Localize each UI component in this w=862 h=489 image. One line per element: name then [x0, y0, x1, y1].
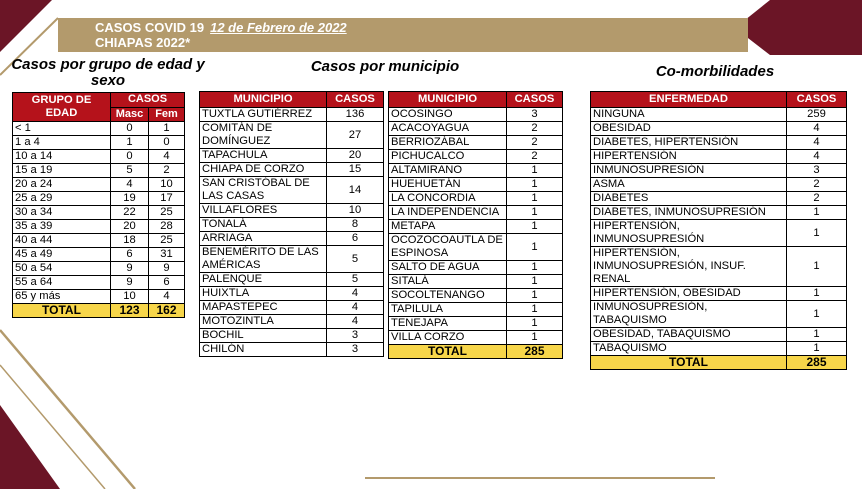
comorb-total-label: TOTAL — [591, 356, 787, 370]
muni2-total-row — [389, 345, 563, 359]
muni1-name-cell: SAN CRISTÓBAL DE LAS CASAS — [200, 177, 327, 204]
header-date: 12 de Febrero de 2022 — [210, 20, 347, 35]
table-row — [200, 163, 384, 177]
age-masc-cell: 18 — [111, 234, 149, 248]
age-cases-header: CASOS — [111, 93, 185, 108]
muni1-cases-cell: 15 — [327, 163, 384, 177]
muni2-cases-cell: 1 — [507, 164, 563, 178]
age-fem-cell: 4 — [149, 150, 185, 164]
muni1-name-cell: PALENQUE — [200, 273, 327, 287]
table-row — [13, 164, 185, 178]
table-row — [13, 178, 185, 192]
table-row — [13, 234, 185, 248]
muni2-name-cell: BERRIOZÁBAL — [389, 136, 507, 150]
comorb-cases-cell: 4 — [787, 150, 847, 164]
age-group-cell: 30 a 34 — [13, 206, 111, 220]
table-row — [389, 122, 563, 136]
muni2-name-cell: ALTAMIRANO — [389, 164, 507, 178]
muni1-name-cell: MOTOZINTLA — [200, 315, 327, 329]
table-row — [591, 206, 847, 220]
muni2-cases-cell: 1 — [507, 192, 563, 206]
muni1-name-cell: TONALÁ — [200, 218, 327, 232]
muni1-cases-cell: 5 — [327, 246, 384, 273]
age-group-cell: < 1 — [13, 122, 111, 136]
comorb-cases-cell: 1 — [787, 301, 847, 328]
muni1-name-cell: BENEMÉRITO DE LAS AMÉRICAS — [200, 246, 327, 273]
header-title — [95, 20, 347, 50]
table-row — [13, 276, 185, 290]
muni1-cases-cell: 14 — [327, 177, 384, 204]
table-row — [200, 273, 384, 287]
table-row — [389, 178, 563, 192]
bottom-left-maroon-triangle — [0, 405, 60, 489]
municipio-table-2 — [388, 91, 563, 359]
municipio-section-title: Casos por municipio — [310, 58, 460, 75]
table-row — [591, 220, 847, 247]
age-fem-cell: 9 — [149, 262, 185, 276]
age-fem-cell: 4 — [149, 290, 185, 304]
muni2-cases-cell: 1 — [507, 234, 563, 261]
comorb-name-cell: DIABETES — [591, 192, 787, 206]
muni2-cases-cell: 1 — [507, 206, 563, 220]
muni2-name-cell: ACACOYAGUA — [389, 122, 507, 136]
age-group-cell: 25 a 29 — [13, 192, 111, 206]
table-row — [13, 248, 185, 262]
comorb-cases-cell: 1 — [787, 287, 847, 301]
muni1-cases-cell: 20 — [327, 149, 384, 163]
muni2-cases-cell: 1 — [507, 275, 563, 289]
table-row — [591, 247, 847, 287]
comorb-cases-cell: 4 — [787, 122, 847, 136]
age-fem-cell: 10 — [149, 178, 185, 192]
muni2-name-cell: HUEHUETÁN — [389, 178, 507, 192]
muni1-cases-cell: 4 — [327, 301, 384, 315]
table-row — [389, 303, 563, 317]
table-row — [200, 108, 384, 122]
table-row — [13, 150, 185, 164]
table-row — [200, 149, 384, 163]
age-fem-cell: 25 — [149, 206, 185, 220]
muni2-cases-cell: 2 — [507, 150, 563, 164]
age-masc-cell: 0 — [111, 150, 149, 164]
age-masc-cell: 6 — [111, 248, 149, 262]
table-row — [200, 218, 384, 232]
age-masc-header: Masc — [111, 107, 149, 122]
comorb-cases-cell: 1 — [787, 328, 847, 342]
age-masc-cell: 0 — [111, 122, 149, 136]
comorbidities-section-title: Co-morbilidades — [655, 63, 775, 80]
muni2-cases-cell: 1 — [507, 261, 563, 275]
age-masc-cell: 9 — [111, 262, 149, 276]
age-group-cell: 55 a 64 — [13, 276, 111, 290]
muni2-casos-header: CASOS — [507, 92, 563, 108]
comorb-name-cell: TABAQUISMO — [591, 342, 787, 356]
table-row — [389, 136, 563, 150]
table-row — [591, 108, 847, 122]
comorb-name-cell: DIABETES, HIPERTENSIÓN — [591, 136, 787, 150]
muni1-name-cell: COMITÁN DE DOMÍNGUEZ — [200, 122, 327, 149]
age-fem-header: Fem — [149, 107, 185, 122]
table-row — [200, 232, 384, 246]
table-row — [591, 342, 847, 356]
comorb-name-cell: INMUNOSUPRESIÓN — [591, 164, 787, 178]
muni2-cases-cell: 3 — [507, 108, 563, 122]
table-row — [389, 289, 563, 303]
age-fem-cell: 0 — [149, 136, 185, 150]
muni1-cases-cell: 6 — [327, 232, 384, 246]
top-right-maroon-banner — [735, 0, 862, 55]
comorb-name-cell: NINGUNA — [591, 108, 787, 122]
age-masc-cell: 22 — [111, 206, 149, 220]
table-row — [200, 329, 384, 343]
table-row — [591, 192, 847, 206]
muni2-total-cases: 285 — [507, 345, 563, 359]
age-masc-cell: 1 — [111, 136, 149, 150]
table-row — [389, 220, 563, 234]
table-row — [389, 317, 563, 331]
muni1-municipio-header: MUNICIPIO — [200, 92, 327, 108]
table-row — [389, 275, 563, 289]
table-row — [389, 331, 563, 345]
muni1-cases-cell: 3 — [327, 329, 384, 343]
age-fem-cell: 17 — [149, 192, 185, 206]
table-row — [591, 287, 847, 301]
age-masc-cell: 4 — [111, 178, 149, 192]
muni1-name-cell: MAPASTEPEC — [200, 301, 327, 315]
table-row — [389, 234, 563, 261]
muni1-name-cell: VILLAFLORES — [200, 204, 327, 218]
comorb-name-cell: HIPERTENSIÓN — [591, 150, 787, 164]
muni2-name-cell: OCOSINGO — [389, 108, 507, 122]
comorb-name-cell: INMUNOSUPRESIÓN, TABAQUISMO — [591, 301, 787, 328]
comorb-name-cell: ASMA — [591, 178, 787, 192]
age-group-cell: 1 a 4 — [13, 136, 111, 150]
comorb-cases-cell: 259 — [787, 108, 847, 122]
comorb-cases-cell: 1 — [787, 206, 847, 220]
age-group-header: GRUPO DE EDAD — [13, 93, 111, 122]
muni2-cases-cell: 1 — [507, 303, 563, 317]
header-title-main: CASOS COVID 19 — [95, 20, 205, 35]
muni1-name-cell: TUXTLA GUTIÉRREZ — [200, 108, 327, 122]
table-row — [389, 206, 563, 220]
header-subtitle: CHIAPAS 2022* — [95, 35, 191, 50]
table-row — [13, 206, 185, 220]
age-total-row — [13, 304, 185, 318]
muni2-name-cell: SOCOLTENANGO — [389, 289, 507, 303]
table-row — [13, 192, 185, 206]
muni2-cases-cell: 1 — [507, 289, 563, 303]
muni1-cases-cell: 10 — [327, 204, 384, 218]
table-row — [200, 122, 384, 149]
age-group-cell: 35 a 39 — [13, 220, 111, 234]
muni2-name-cell: SALTO DE AGUA — [389, 261, 507, 275]
table-row — [389, 150, 563, 164]
comorb-cases-cell: 2 — [787, 192, 847, 206]
muni2-cases-cell: 1 — [507, 331, 563, 345]
comorb-cases-cell: 1 — [787, 247, 847, 287]
age-fem-cell: 1 — [149, 122, 185, 136]
muni1-cases-cell: 5 — [327, 273, 384, 287]
muni2-cases-cell: 2 — [507, 136, 563, 150]
muni1-cases-cell: 27 — [327, 122, 384, 149]
comorb-casos-header: CASOS — [787, 92, 847, 108]
table-row — [13, 136, 185, 150]
age-total-fem: 162 — [149, 304, 185, 318]
table-row — [13, 290, 185, 304]
age-fem-cell: 2 — [149, 164, 185, 178]
muni1-cases-cell: 3 — [327, 343, 384, 357]
muni1-name-cell: CHIAPA DE CORZO — [200, 163, 327, 177]
muni2-name-cell: SITALÁ — [389, 275, 507, 289]
muni1-name-cell: ARRIAGA — [200, 232, 327, 246]
muni2-cases-cell: 2 — [507, 122, 563, 136]
muni1-name-cell: CHILÓN — [200, 343, 327, 357]
table-row — [389, 108, 563, 122]
muni2-municipio-header: MUNICIPIO — [389, 92, 507, 108]
muni2-name-cell: LA INDEPENDENCIA — [389, 206, 507, 220]
muni2-cases-cell: 1 — [507, 178, 563, 192]
table-row — [389, 192, 563, 206]
table-row — [591, 164, 847, 178]
muni1-name-cell: HUIXTLA — [200, 287, 327, 301]
age-total-masc: 123 — [111, 304, 149, 318]
table-row — [13, 220, 185, 234]
table-row — [200, 343, 384, 357]
comorb-name-cell: DIABETES, INMUNOSUPRESIÓN — [591, 206, 787, 220]
age-section-title: Casos por grupo de edad y sexo — [11, 56, 205, 89]
muni1-name-cell: BOCHIL — [200, 329, 327, 343]
age-group-cell: 45 a 49 — [13, 248, 111, 262]
age-fem-cell: 31 — [149, 248, 185, 262]
age-masc-cell: 9 — [111, 276, 149, 290]
table-row — [591, 301, 847, 328]
table-row — [200, 177, 384, 204]
muni2-name-cell: OCOZOCOAUTLA DE ESPINOSA — [389, 234, 507, 261]
muni2-name-cell: TAPILULA — [389, 303, 507, 317]
age-total-label: TOTAL — [13, 304, 111, 318]
age-group-cell: 65 y más — [13, 290, 111, 304]
table-row — [591, 328, 847, 342]
table-row — [591, 122, 847, 136]
table-row — [200, 315, 384, 329]
comorb-name-cell: OBESIDAD — [591, 122, 787, 136]
comorb-name-cell: HIPERTENSIÓN, INMUNOSUPRESIÓN — [591, 220, 787, 247]
age-group-cell: 20 a 24 — [13, 178, 111, 192]
muni2-total-label: TOTAL — [389, 345, 507, 359]
comorb-cases-cell: 1 — [787, 220, 847, 247]
muni2-name-cell: LA CONCORDIA — [389, 192, 507, 206]
age-group-cell: 15 a 19 — [13, 164, 111, 178]
comorb-cases-cell: 2 — [787, 178, 847, 192]
table-row — [200, 287, 384, 301]
muni1-cases-cell: 4 — [327, 315, 384, 329]
table-row — [13, 122, 185, 136]
table-row — [200, 246, 384, 273]
muni1-cases-cell: 4 — [327, 287, 384, 301]
comorb-enfermedad-header: ENFERMEDAD — [591, 92, 787, 108]
comorb-total-cases: 285 — [787, 356, 847, 370]
muni1-casos-header: CASOS — [327, 92, 384, 108]
table-row — [200, 204, 384, 218]
comorb-name-cell: OBESIDAD, TABAQUISMO — [591, 328, 787, 342]
muni2-name-cell: METAPA — [389, 220, 507, 234]
muni2-name-cell: VILLA CORZO — [389, 331, 507, 345]
age-group-cell: 50 a 54 — [13, 262, 111, 276]
age-fem-cell: 28 — [149, 220, 185, 234]
table-row — [591, 136, 847, 150]
comorb-cases-cell: 3 — [787, 164, 847, 178]
muni1-cases-cell: 8 — [327, 218, 384, 232]
table-row — [389, 261, 563, 275]
age-fem-cell: 6 — [149, 276, 185, 290]
municipio-table-1 — [199, 91, 384, 357]
muni2-name-cell: PICHUCALCO — [389, 150, 507, 164]
comorb-name-cell: HIPERTENSIÓN, INMUNOSUPRESIÓN, INSUF. RENAL — [591, 247, 787, 287]
table-row — [13, 262, 185, 276]
age-masc-cell: 10 — [111, 290, 149, 304]
muni2-name-cell: TENEJAPA — [389, 317, 507, 331]
muni2-cases-cell: 1 — [507, 317, 563, 331]
table-row — [591, 178, 847, 192]
muni2-cases-cell: 1 — [507, 220, 563, 234]
comorb-total-row — [591, 356, 847, 370]
comorbidities-table — [590, 91, 847, 370]
footer-gold-line — [365, 477, 715, 479]
table-row — [389, 164, 563, 178]
muni1-name-cell: TAPACHULA — [200, 149, 327, 163]
age-masc-cell: 5 — [111, 164, 149, 178]
age-group-cell: 10 a 14 — [13, 150, 111, 164]
top-left-maroon-triangle — [0, 0, 52, 52]
age-masc-cell: 20 — [111, 220, 149, 234]
age-table — [12, 92, 185, 318]
table-row — [200, 301, 384, 315]
age-masc-cell: 19 — [111, 192, 149, 206]
comorb-cases-cell: 4 — [787, 136, 847, 150]
comorb-name-cell: HIPERTENSIÓN, OBESIDAD — [591, 287, 787, 301]
age-fem-cell: 25 — [149, 234, 185, 248]
age-group-cell: 40 a 44 — [13, 234, 111, 248]
comorb-cases-cell: 1 — [787, 342, 847, 356]
muni1-cases-cell: 136 — [327, 108, 384, 122]
table-row — [591, 150, 847, 164]
